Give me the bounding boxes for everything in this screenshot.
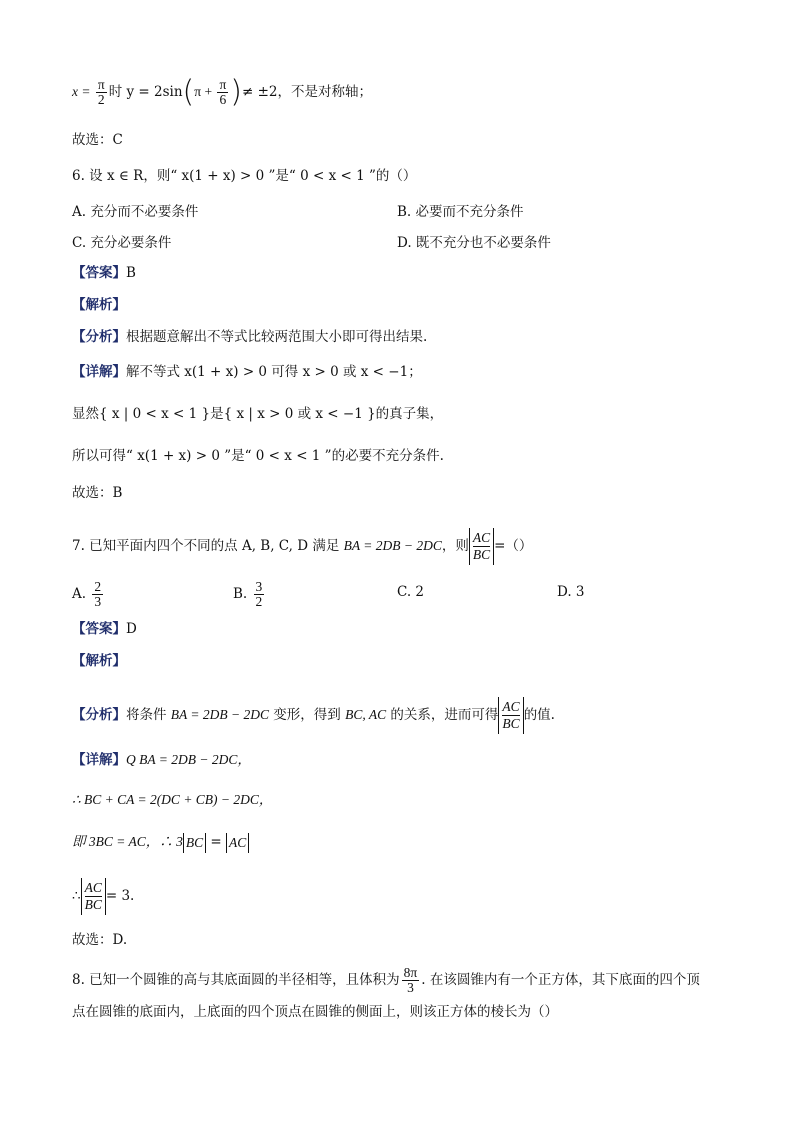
detail-7-step-4: ∴ $\frac{AC}{BC}$ = 3. xyxy=(72,878,134,915)
question-6: 6. 设 x ∈ R，则“ x(1 + x) > 0 ”是“ 0 < x < 1 ”的（） xyxy=(72,168,417,184)
q7-option-b: B. $\frac{3}{2}$ xyxy=(233,579,263,610)
abs-ratio-ac-bc-3: $\frac{AC}{BC}$ xyxy=(81,878,106,915)
analysis-6-tag: 【解析】 xyxy=(72,297,126,313)
analysis-7: 【分析】将条件 BA = 2DB − 2DC 变形，得到 BC, AC 的关系，进而可得 $\frac{AC}{BC}$ 的值. xyxy=(72,697,555,734)
detail-7: 【详解】Q BA = 2DB − 2DC， xyxy=(72,752,251,768)
abs-ratio-ac-bc-2: $\frac{AC}{BC}$ xyxy=(498,697,523,734)
answer-choice-b: 故选：B xyxy=(72,485,123,501)
q7-option-c: C. 2 xyxy=(397,584,425,600)
right-paren: ) xyxy=(230,74,242,110)
question-8-cont: 点在圆锥的底面内，上底面的四个顶点在圆锥的侧面上，则该正方体的棱长为（） xyxy=(72,1004,558,1020)
detail-7-step-3: 即 3BC = AC，∴ 3 BC = AC xyxy=(72,832,249,853)
q6-option-a: A. 充分而不必要条件 xyxy=(72,204,199,220)
q7-option-a: A. $\frac{2}{3}$ xyxy=(72,579,102,610)
detail-6: 【详解】解不等式 x(1 + x) > 0 可得 x > 0 或 x < −1； xyxy=(72,364,422,380)
answer-choice-d: 故选：D. xyxy=(72,932,128,948)
fraction-pi-over-6: $\frac{\pi}{6}$ xyxy=(219,77,227,108)
analysis-6: 【分析】根据题意解出不等式比较两范围大小即可得出结果. xyxy=(72,329,428,345)
answer-6: 【答案】B xyxy=(72,265,136,281)
fraction-pi-over-2: $\frac{\pi}{2}$ xyxy=(97,77,105,108)
solution-line-symmetry: x = $\frac{\pi}{2}$ 时 y = 2sin(π + $\frac{\pi}{6}$ )≠ ±2，不是对称轴； xyxy=(72,74,372,110)
q6-option-c: C. 充分必要条件 xyxy=(72,235,172,251)
fraction-8pi-over-3: $\frac{8\pi}{3}$ xyxy=(403,965,418,996)
detail-6-subset: 显然{ x | 0 < x < 1 }是{ x | x > 0 或 x < −1 }的真子集， xyxy=(72,406,444,422)
question-7: 7. 已知平面内四个不同的点 A, B, C, D 满足 BA = 2DB − 2DC，则 $\frac{AC}{BC}$ =（） xyxy=(72,528,532,565)
abs-ratio-ac-bc: $\frac{AC}{BC}$ xyxy=(469,528,494,565)
question-8: 8. 已知一个圆锥的高与其底面圆的半径相等，且体积为 $\frac{8\pi}{3}$ . 在该圆锥内有一个正方体，其下底面的四个顶 xyxy=(72,965,700,996)
analysis-7-tag: 【解析】 xyxy=(72,653,126,669)
answer-7: 【答案】D xyxy=(72,621,137,637)
detail-6-conclusion: 所以可得“ x(1 + x) > 0 ”是“ 0 < x < 1 ”的必要不充分条件. xyxy=(72,448,444,464)
answer-choice-c: 故选：C xyxy=(72,132,123,148)
q6-option-b: B. 必要而不充分条件 xyxy=(397,204,524,220)
q7-option-d: D. 3 xyxy=(557,584,585,600)
q6-option-d: D. 既不充分也不必要条件 xyxy=(397,235,551,251)
left-paren: ( xyxy=(182,74,195,110)
detail-7-step-2: ∴ BC + CA = 2(DC + CB) − 2DC， xyxy=(72,792,273,807)
